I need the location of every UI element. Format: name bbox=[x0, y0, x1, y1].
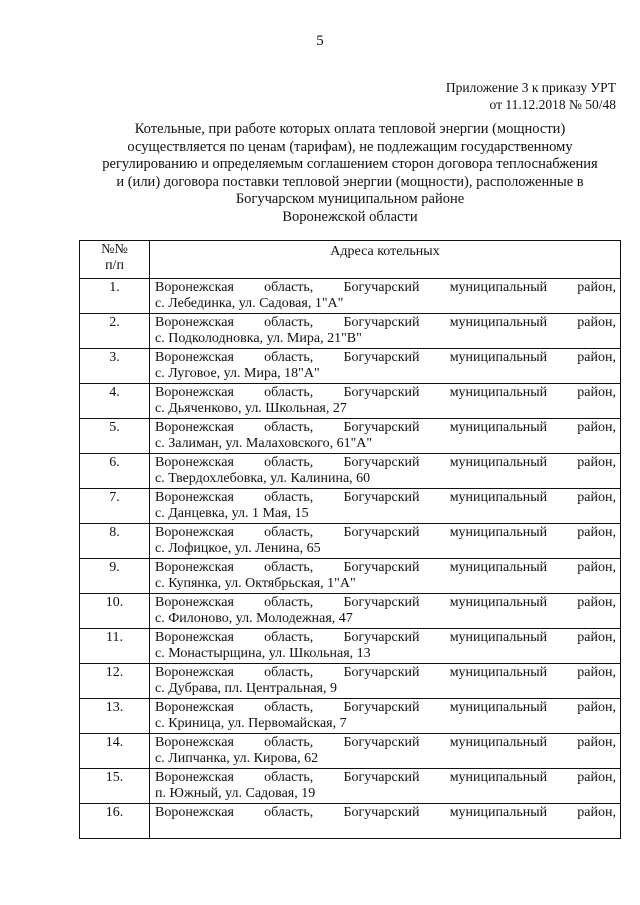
address-line-1 bbox=[155, 595, 616, 611]
address-word: область, bbox=[264, 770, 314, 785]
appendix-line-2: от 11.12.2018 № 50/48 bbox=[489, 97, 616, 112]
row-number: 3. bbox=[80, 349, 150, 384]
address-line-2: п. Южный, ул. Садовая, 19 bbox=[155, 786, 316, 801]
address-word: Воронежская bbox=[155, 385, 234, 400]
boiler-address bbox=[150, 349, 621, 384]
row-number: 12. bbox=[80, 664, 150, 699]
row-number: 4. bbox=[80, 384, 150, 419]
address-word: Богучарский bbox=[343, 595, 420, 610]
boiler-address bbox=[150, 594, 621, 629]
address-word: район, bbox=[577, 280, 616, 295]
boiler-address bbox=[150, 384, 621, 419]
address-word: район, bbox=[577, 595, 616, 610]
address-word: муниципальный bbox=[449, 525, 548, 540]
boiler-address bbox=[150, 769, 621, 804]
address-word: муниципальный bbox=[449, 420, 548, 435]
address-word: Богучарский bbox=[343, 350, 420, 365]
table-row bbox=[80, 314, 621, 349]
address-word: муниципальный bbox=[449, 665, 548, 680]
address-word: Воронежская bbox=[155, 525, 234, 540]
address-line-2: с. Криница, ул. Первомайская, 7 bbox=[155, 716, 347, 731]
address-word: область, bbox=[264, 490, 314, 505]
address-line-2: с. Луговое, ул. Мира, 18"А" bbox=[155, 366, 320, 381]
address-line-2: с. Дьяченково, ул. Школьная, 27 bbox=[155, 401, 347, 416]
address-word: Воронежская bbox=[155, 280, 234, 295]
address-line-2: с. Твердохлебовка, ул. Калинина, 60 bbox=[155, 471, 371, 486]
address-word: район, bbox=[577, 490, 616, 505]
number-header-line-2: п/п bbox=[105, 258, 124, 273]
address-line-2: с. Лебединка, ул. Садовая, 1"А" bbox=[155, 296, 344, 311]
title-line: регулированию и определяемым соглашением сторон договора теплоснабжения bbox=[102, 156, 598, 172]
address-line-2: с. Купянка, ул. Октябрьская, 1"А" bbox=[155, 576, 356, 591]
boiler-address bbox=[150, 699, 621, 734]
row-number: 15. bbox=[80, 769, 150, 804]
address-line-1 bbox=[155, 280, 616, 296]
row-number: 6. bbox=[80, 454, 150, 489]
address-word: район, bbox=[577, 525, 616, 540]
address-word: Богучарский bbox=[343, 700, 420, 715]
address-word: муниципальный bbox=[449, 315, 548, 330]
address-word: область, bbox=[264, 630, 314, 645]
address-line-1 bbox=[155, 420, 616, 436]
address-line-2: с. Филоново, ул. Молодежная, 47 bbox=[155, 611, 353, 626]
row-number: 16. bbox=[80, 804, 150, 839]
table-row bbox=[80, 559, 621, 594]
address-word: район, bbox=[577, 350, 616, 365]
document-title bbox=[70, 121, 630, 226]
address-line-1 bbox=[155, 455, 616, 471]
address-word: область, bbox=[264, 665, 314, 680]
row-number: 5. bbox=[80, 419, 150, 454]
address-word: район, bbox=[577, 560, 616, 575]
row-number: 11. bbox=[80, 629, 150, 664]
boiler-address bbox=[150, 629, 621, 664]
address-word: Воронежская bbox=[155, 770, 234, 785]
table-row bbox=[80, 419, 621, 454]
address-word: Богучарский bbox=[343, 630, 420, 645]
row-number: 8. bbox=[80, 524, 150, 559]
address-line-2: с. Залиман, ул. Малаховского, 61"А" bbox=[155, 436, 373, 451]
address-word: Богучарский bbox=[343, 560, 420, 575]
address-word: Воронежская bbox=[155, 420, 234, 435]
boiler-address bbox=[150, 804, 621, 839]
row-number: 1. bbox=[80, 279, 150, 314]
address-word: область, bbox=[264, 700, 314, 715]
address-word: Воронежская bbox=[155, 350, 234, 365]
address-word: район, bbox=[577, 455, 616, 470]
address-word: муниципальный bbox=[449, 700, 548, 715]
address-word: муниципальный bbox=[449, 385, 548, 400]
address-word: муниципальный bbox=[449, 805, 548, 820]
address-line-1 bbox=[155, 805, 616, 821]
row-number: 13. bbox=[80, 699, 150, 734]
boiler-address bbox=[150, 734, 621, 769]
address-word: муниципальный bbox=[449, 630, 548, 645]
number-header-line-1: №№ bbox=[101, 242, 128, 257]
address-word: муниципальный bbox=[449, 770, 548, 785]
address-line-2: с. Дубрава, пл. Центральная, 9 bbox=[155, 681, 337, 696]
address-word: район, bbox=[577, 630, 616, 645]
table-row bbox=[80, 279, 621, 314]
address-line-1 bbox=[155, 350, 616, 366]
address-line-1 bbox=[155, 560, 616, 576]
address-line-1 bbox=[155, 770, 616, 786]
table-row bbox=[80, 349, 621, 384]
row-number: 10. bbox=[80, 594, 150, 629]
row-number: 9. bbox=[80, 559, 150, 594]
table-row bbox=[80, 454, 621, 489]
address-word: Воронежская bbox=[155, 560, 234, 575]
address-word: Богучарский bbox=[343, 455, 420, 470]
address-word: район, bbox=[577, 735, 616, 750]
appendix-line-1: Приложение 3 к приказу УРТ bbox=[445, 80, 616, 95]
table-row bbox=[80, 664, 621, 699]
appendix-reference bbox=[446, 79, 616, 113]
address-word: Богучарский bbox=[343, 805, 420, 820]
address-word: Богучарский bbox=[343, 385, 420, 400]
address-line-1 bbox=[155, 525, 616, 541]
table-row bbox=[80, 769, 621, 804]
address-word: Воронежская bbox=[155, 630, 234, 645]
address-word: Воронежская bbox=[155, 455, 234, 470]
address-word: район, bbox=[577, 420, 616, 435]
boiler-address bbox=[150, 489, 621, 524]
row-number: 2. bbox=[80, 314, 150, 349]
address-line-2: с. Подколодновка, ул. Мира, 21"В" bbox=[155, 331, 362, 346]
address-word: Богучарский bbox=[343, 490, 420, 505]
address-line-1 bbox=[155, 315, 616, 331]
address-word: область, bbox=[264, 805, 314, 820]
row-number: 14. bbox=[80, 734, 150, 769]
address-word: Богучарский bbox=[343, 315, 420, 330]
address-word: Богучарский bbox=[343, 735, 420, 750]
page-number: 5 bbox=[316, 33, 324, 49]
address-word: область, bbox=[264, 280, 314, 295]
address-word: Богучарский bbox=[343, 770, 420, 785]
address-word: область, bbox=[264, 595, 314, 610]
table-row bbox=[80, 629, 621, 664]
address-word: район, bbox=[577, 770, 616, 785]
address-word: область, bbox=[264, 385, 314, 400]
address-word: район, bbox=[577, 385, 616, 400]
address-word: Воронежская bbox=[155, 665, 234, 680]
boiler-address bbox=[150, 664, 621, 699]
address-word: Воронежская bbox=[155, 595, 234, 610]
address-word: область, bbox=[264, 735, 314, 750]
table-row bbox=[80, 804, 621, 839]
row-number: 7. bbox=[80, 489, 150, 524]
address-word: муниципальный bbox=[449, 735, 548, 750]
address-word: область, bbox=[264, 560, 314, 575]
boiler-address bbox=[150, 279, 621, 314]
address-line-1 bbox=[155, 630, 616, 646]
table-row bbox=[80, 384, 621, 419]
address-word: муниципальный bbox=[449, 350, 548, 365]
boiler-address bbox=[150, 559, 621, 594]
address-word: область, bbox=[264, 455, 314, 470]
boiler-address-table bbox=[79, 240, 621, 839]
number-column-header bbox=[80, 241, 150, 279]
address-word: область, bbox=[264, 350, 314, 365]
boiler-address bbox=[150, 419, 621, 454]
boiler-address bbox=[150, 454, 621, 489]
title-line: Котельные, при работе которых оплата тепловой энергии (мощности) bbox=[134, 121, 566, 137]
table-row bbox=[80, 489, 621, 524]
address-word: Богучарский bbox=[343, 525, 420, 540]
address-word: Богучарский bbox=[343, 280, 420, 295]
address-line-2: с. Лофицкое, ул. Ленина, 65 bbox=[155, 541, 321, 556]
address-word: Воронежская bbox=[155, 315, 234, 330]
address-line-2: с. Данцевка, ул. 1 Мая, 15 bbox=[155, 506, 309, 521]
address-word: область, bbox=[264, 525, 314, 540]
address-word: район, bbox=[577, 315, 616, 330]
address-word: область, bbox=[264, 420, 314, 435]
boiler-address bbox=[150, 524, 621, 559]
address-word: область, bbox=[264, 315, 314, 330]
address-line-1 bbox=[155, 735, 616, 751]
address-word: муниципальный bbox=[449, 490, 548, 505]
table-row bbox=[80, 734, 621, 769]
address-word: район, bbox=[577, 700, 616, 715]
address-word: Воронежская bbox=[155, 805, 234, 820]
address-word: муниципальный bbox=[449, 455, 548, 470]
address-word: район, bbox=[577, 665, 616, 680]
address-word: Богучарский bbox=[343, 665, 420, 680]
boiler-address bbox=[150, 314, 621, 349]
address-word: Воронежская bbox=[155, 490, 234, 505]
address-word: Воронежская bbox=[155, 735, 234, 750]
title-line: Воронежской области bbox=[282, 208, 418, 225]
address-column-header: Адреса котельных bbox=[150, 241, 621, 279]
table-row bbox=[80, 699, 621, 734]
title-line: осуществляется по ценам (тарифам), не подлежащим государственному bbox=[127, 138, 573, 155]
title-line: Богучарском муниципальном районе bbox=[235, 191, 465, 207]
address-word: Богучарский bbox=[343, 420, 420, 435]
address-line-2: с. Монастырщина, ул. Школьная, 13 bbox=[155, 646, 371, 661]
address-line-1 bbox=[155, 490, 616, 506]
address-word: муниципальный bbox=[449, 280, 548, 295]
address-line-2: с. Липчанка, ул. Кирова, 62 bbox=[155, 751, 319, 766]
address-line-1 bbox=[155, 700, 616, 716]
address-word: Воронежская bbox=[155, 700, 234, 715]
address-word: муниципальный bbox=[449, 560, 548, 575]
title-line: и (или) договора поставки тепловой энергии (мощности), расположенные в bbox=[116, 173, 584, 190]
table-header-row bbox=[80, 241, 621, 279]
address-word: муниципальный bbox=[449, 595, 548, 610]
address-line-1 bbox=[155, 665, 616, 681]
address-line-1 bbox=[155, 385, 616, 401]
table-row bbox=[80, 524, 621, 559]
table-row bbox=[80, 594, 621, 629]
address-word: район, bbox=[577, 805, 616, 820]
